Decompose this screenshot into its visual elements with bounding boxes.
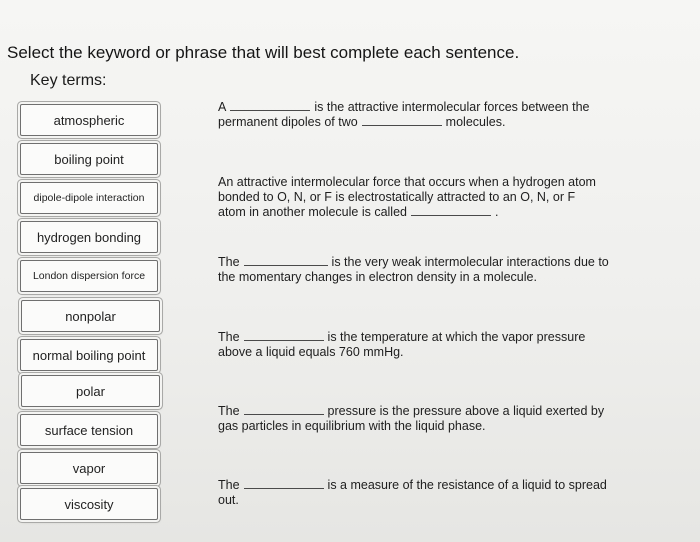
sentence-1-text-c: permanent dipoles of two (218, 115, 358, 129)
sentence-2-line-3: atom in another molecule is called (218, 205, 407, 219)
sentence-6-text-c: out. (218, 493, 239, 507)
key-terms-label: Key terms: (30, 72, 107, 89)
sentence-6-text-a: The (218, 478, 240, 492)
sentence-3-text-a: The (218, 255, 240, 269)
answer-blank[interactable] (362, 124, 442, 126)
sentence-3 (218, 255, 609, 285)
sentence-2-line-1: An attractive intermolecular force that occurs when a hydrogen atom (218, 175, 596, 189)
term-atmospheric[interactable]: atmospheric (20, 104, 158, 136)
sentence-6 (218, 478, 607, 508)
term-boiling-point[interactable]: boiling point (20, 143, 158, 175)
term-london-dispersion-force[interactable]: London dispersion force (20, 260, 158, 292)
sentence-3-text-b: is the very weak intermolecular interactions due to (331, 255, 609, 269)
sentence-4-text-a: The (218, 330, 240, 344)
sentence-2-line-2: bonded to O, N, or F is electrostatically attracted to an O, N, or F (218, 190, 576, 204)
sentence-1-text-a: A (218, 100, 227, 114)
term-polar[interactable]: polar (21, 375, 160, 407)
sentence-5-text-b: pressure is the pressure above a liquid exerted by (327, 404, 605, 418)
term-hydrogen-bonding[interactable]: hydrogen bonding (20, 221, 158, 253)
answer-blank[interactable] (411, 214, 491, 216)
instruction-text: Select the keyword or phrase that will best complete each sentence. (7, 43, 520, 62)
sentence-2 (218, 175, 596, 220)
answer-blank[interactable] (244, 339, 324, 341)
term-viscosity[interactable]: viscosity (20, 488, 158, 520)
term-surface-tension[interactable]: surface tension (20, 414, 158, 446)
sentence-1-text-b: is the attractive intermolecular forces between the (314, 100, 590, 114)
sentence-5-text-c: gas particles in equilibrium with the liquid phase. (218, 419, 486, 433)
term-vapor[interactable]: vapor (20, 452, 158, 484)
answer-blank[interactable] (244, 413, 324, 415)
sentence-5 (218, 404, 604, 434)
answer-blank[interactable] (244, 264, 328, 266)
term-dipole-dipole-interaction[interactable]: dipole-dipole interaction (20, 182, 158, 214)
term-nonpolar[interactable]: nonpolar (21, 300, 160, 332)
sentence-1-text-d: molecules. (445, 115, 506, 129)
sentence-2-end: . (495, 205, 499, 219)
answer-blank[interactable] (230, 109, 310, 111)
sentence-1 (218, 100, 589, 130)
sentence-3-text-c: the momentary changes in electron density in a molecule. (218, 270, 537, 284)
term-normal-boiling-point[interactable]: normal boiling point (20, 339, 158, 371)
sentence-5-text-a: The (218, 404, 240, 418)
answer-blank[interactable] (244, 487, 324, 489)
sentence-4 (218, 330, 585, 360)
sentence-4-text-c: above a liquid equals 760 mmHg. (218, 345, 404, 359)
sentence-4-text-b: is the temperature at which the vapor pressure (327, 330, 586, 344)
sentence-6-text-b: is a measure of the resistance of a liquid to spread (327, 478, 607, 492)
